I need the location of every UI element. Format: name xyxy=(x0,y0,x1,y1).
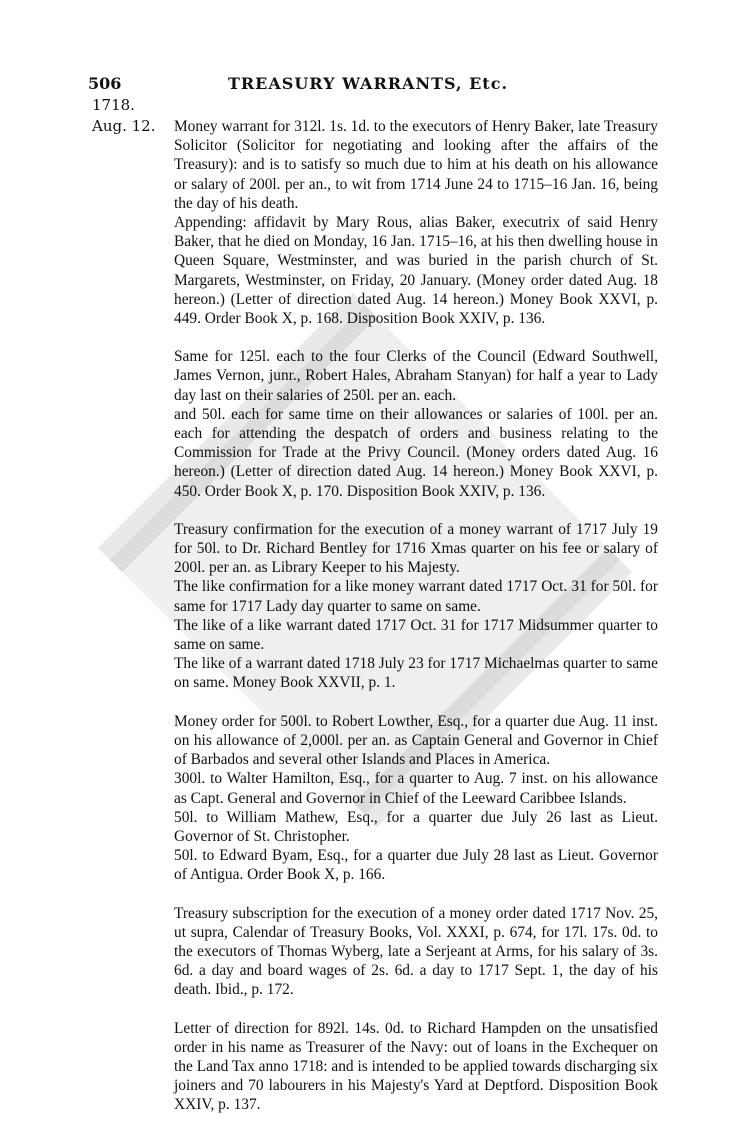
entry-paragraph: The like of a warrant dated 1718 July 23 for 1717 Michaelmas quarter to same on same. Money Book XXVII, p. 1. xyxy=(174,655,658,692)
entry-bentley xyxy=(174,520,658,693)
entry-wyberg xyxy=(174,904,658,1000)
entry-council-clerks xyxy=(174,347,658,501)
entry-paragraph: The like confirmation for a like money warrant dated 1717 Oct. 31 for 50l. for same for 1717 Lady day quarter to same on same. xyxy=(174,578,658,615)
entry-paragraph: Treasury subscription for the execution of a money order dated 1717 Nov. 25, ut supra, Calendar of Treasury Books, Vol. XXXI, p. 674, for 17l. 17s. 0d. to the executors of Thomas Wyberg, late a Serjeant at Arms, for his salary of 3s. 6d. a day and board wages of 2s. 6d. a day to 1717 Sept. 1, the day of his death. Ibid., p. 172. xyxy=(174,904,658,999)
entry-paragraph: Money warrant for 312l. 1s. 1d. to the executors of Henry Baker, late Treasury Solicitor (Solicitor for negotiating and looking after the affairs of the Treasury): and is to satisfy so much due to him at his death on his allowance or salary of 200l. per an., to wit from 1714 June 24 to 1715–16 Jan. 16, being the day of his death. xyxy=(174,118,658,212)
margin-date: Aug. 12. xyxy=(92,117,156,135)
entry-baker xyxy=(174,117,658,328)
entry-paragraph: Same for 125l. each to the four Clerks of the Council (Edward Southwell, James Vernon, junr., Robert Hales, Abraham Stanyan) for half a year to Lady day last on their salaries of 250l. per an. each. xyxy=(174,348,658,404)
entry-paragraph: Treasury confirmation for the execution of a money warrant of 1717 July 19 for 50l. to Dr. Richard Bentley for 1716 Xmas quarter on his fee or salary of 200l. per an. as Library Keeper to his Majesty. xyxy=(174,520,658,577)
margin-year: 1718. xyxy=(92,96,135,114)
entry-paragraph: Money order for 500l. to Robert Lowther, Esq., for a quarter due Aug. 11 inst. on his allowance of 2,000l. per an. as Captain General and Governor in Chief of Barbados and several other Islands and Places in America. xyxy=(174,712,658,769)
entry-paragraph: Letter of direction for 892l. 14s. 0d. to Richard Hampden on the unsatisfied order in his name as Treasurer of the Navy: out of loans in the Exchequer on the Land Tax anno 1718: and is intended to be applied towards discharging six joiners and 70 labourers in his Majesty's Yard at Deptford. Disposition Book XXIV, p. 137. xyxy=(174,1019,658,1114)
entry-paragraph: 50l. to William Mathew, Esq., for a quarter due July 26 last as Lieut. Governor of St. Christopher. xyxy=(174,808,658,845)
entry-governors xyxy=(174,712,658,885)
entry-paragraph: 50l. to Edward Byam, Esq., for a quarter due July 28 last as Lieut. Governor of Antigua. Order Book X, p. 166. xyxy=(174,847,658,884)
page-header xyxy=(88,74,648,98)
entry-paragraph: Appending: affidavit by Mary Rous, alias Baker, executrix of said Henry Baker, that he died on Monday, 16 Jan. 1715–16, at his then dwelling house in Queen Square, Westminster, and was buried in the parish church of St. Margarets, Westminster, on Friday, 20 January. (Money order dated Aug. 18 hereon.) (Letter of direction dated Aug. 14 hereon.) Money Book XXVI, p. 449. Order Book X, p. 168. Disposition Book XXIV, p. 136. xyxy=(174,214,658,328)
entry-paragraph: and 50l. each for same time on their allowances or salaries of 100l. per an. each for attending the despatch of orders and business relating to the Commission for Trade at the Privy Council. (Money orders dated Aug. 16 hereon.) (Letter of direction dated Aug. 14 hereon.) Money Book XXVI, p. 450. Order Book X, p. 170. Disposition Book XXIV, p. 136. xyxy=(174,405,658,500)
page-number: 506 xyxy=(88,74,122,93)
document-body xyxy=(174,117,658,1134)
entry-paragraph: The like of a like warrant dated 1717 Oct. 31 for 1717 Midsummer quarter to same on same. xyxy=(174,616,658,654)
running-title: TREASURY WARRANTS, Etc. xyxy=(227,74,509,93)
entry-paragraph: 300l. to Walter Hamilton, Esq., for a quarter to Aug. 7 inst. on his allowance as Capt. General and Governor in Chief of the Leeward Caribbee Islands. xyxy=(174,770,658,807)
entry-hampden xyxy=(174,1019,658,1115)
